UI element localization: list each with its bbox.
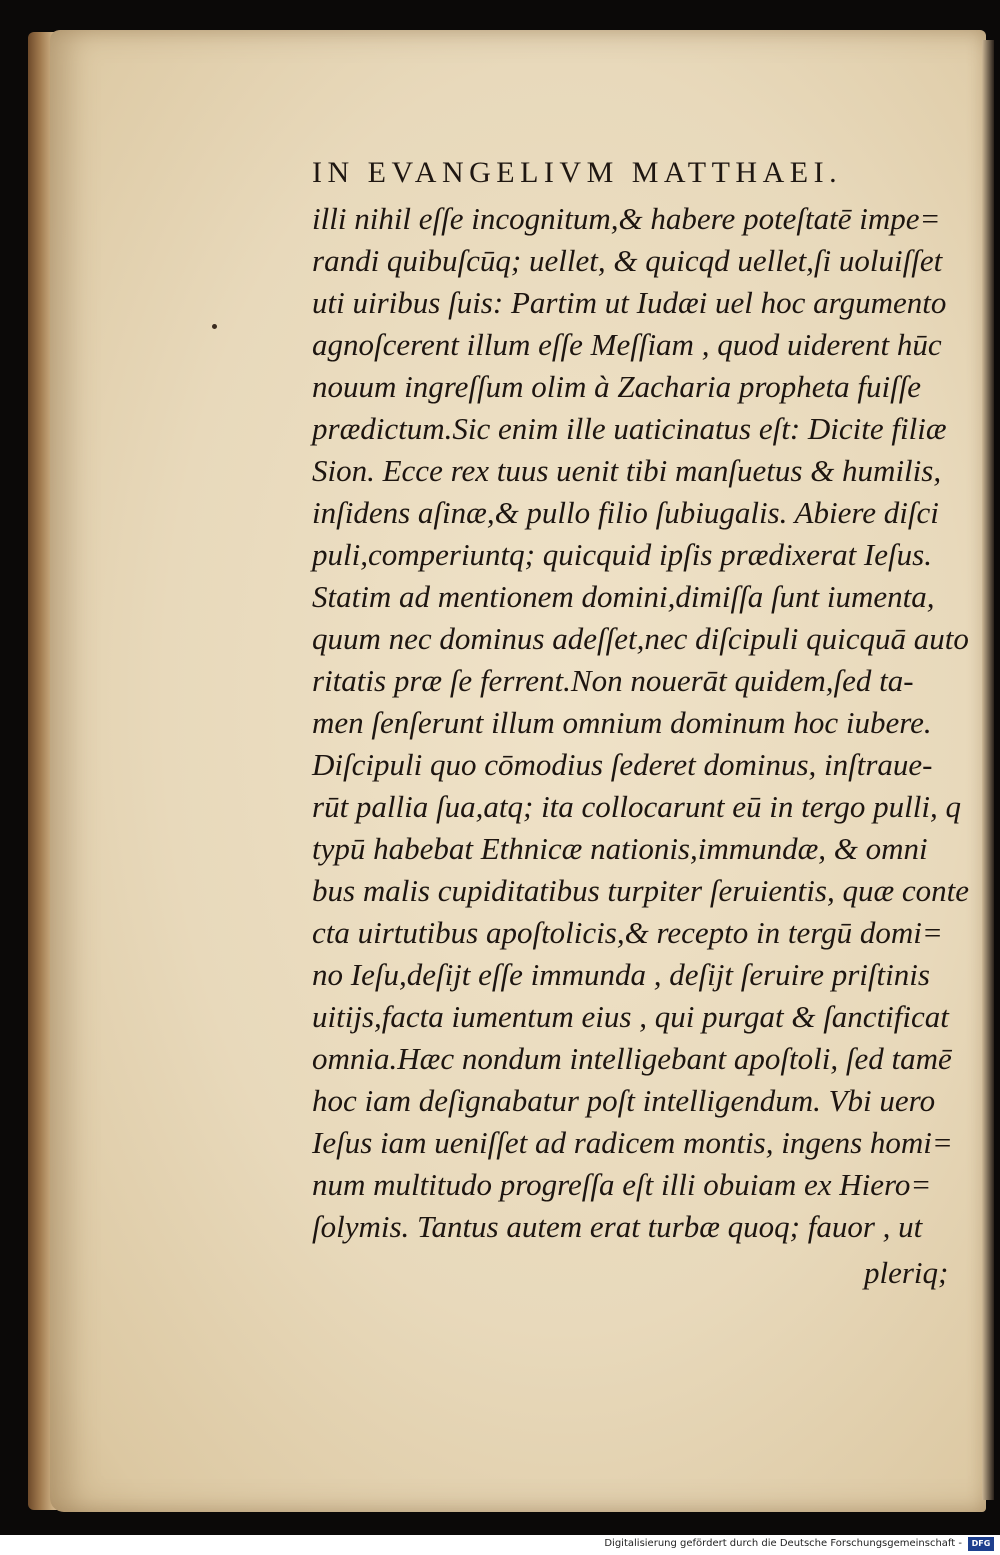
body-text: [312, 198, 970, 1248]
catchword: pleriq;: [864, 1255, 949, 1290]
text-line: typū habebat Ethnicæ nationis,immundæ, & omni: [312, 831, 928, 866]
dfg-logo-icon[interactable]: DFG: [968, 1537, 994, 1551]
text-line: omnia.Hæc nondum intelligebant apoſtoli, ſed tamē: [312, 1041, 952, 1076]
text-line: bus malis cupiditatibus turpiter ſeruientis, quæ conte: [312, 873, 970, 908]
text-line: men ſenſerunt illum omnium dominum hoc iubere.: [312, 705, 932, 740]
digitization-footer: [0, 1535, 1000, 1555]
text-line: agnoſcerent illum eſſe Meſſiam , quod uiderent hūc: [312, 327, 942, 362]
text-line: Diſcipuli quo cōmodius ſederet dominus, inſtraue-: [312, 747, 933, 782]
text-line: uitijs,facta iumentum eius , qui purgat & ſanctificat: [312, 999, 949, 1034]
running-header: IN EVANGELIVM MATTHAEI.: [312, 156, 843, 189]
footer-credit: Digitalisierung gefördert durch die Deutsche Forschungsgemeinschaft -: [604, 1538, 962, 1549]
text-line: quum nec dominus adeſſet,nec diſcipuli quicquā auto: [312, 621, 969, 656]
text-line: hoc iam deſignabatur poſt intelligendum. Vbi uero: [312, 1083, 936, 1118]
ink-speck: [212, 324, 217, 329]
text-line: cta uirtutibus apoſtolicis,& recepto in tergū domi=: [312, 915, 943, 950]
text-line: no Ieſu,deſijt eſſe immunda , deſijt ſeruire priſtinis: [312, 957, 930, 992]
page-edge: [982, 40, 994, 1500]
text-line: randi quibuſcūq; uellet, & quicqd uellet,ſi uoluiſſet: [312, 243, 943, 278]
text-line: num multitudo progreſſa eſt illi obuiam ex Hiero=: [312, 1167, 932, 1202]
text-line: rūt pallia ſua,atq; ita collocarunt eū in tergo pulli, q: [312, 789, 961, 824]
text-line: ritatis præ ſe ferrent.Non nouerāt quidem,ſed ta-: [312, 663, 914, 698]
text-line: ſolymis. Tantus autem erat turbæ quoq; fauor , ut: [312, 1209, 923, 1244]
text-line: puli,comperiuntq; quicquid ipſis prædixerat Ieſus.: [312, 537, 932, 572]
text-line: prædictum.Sic enim ille uaticinatus eſt: Dicite filiæ: [312, 411, 947, 446]
text-line: Ieſus iam ueniſſet ad radicem montis, ingens homi=: [312, 1125, 953, 1160]
text-line: Sion. Ecce rex tuus uenit tibi manſuetus & humilis,: [312, 453, 942, 488]
text-line: inſidens aſinæ,& pullo filio ſubiugalis. Abiere diſci: [312, 495, 939, 530]
text-line: Statim ad mentionem domini,dimiſſa ſunt iumenta,: [312, 579, 935, 614]
text-line: illi nihil eſſe incognitum,& habere poteſtatē impe=: [312, 201, 941, 236]
text-line: uti uiribus ſuis: Partim ut Iudæi uel hoc argumento: [312, 285, 947, 320]
text-line: nouum ingreſſum olim à Zacharia propheta fuiſſe: [312, 369, 922, 404]
